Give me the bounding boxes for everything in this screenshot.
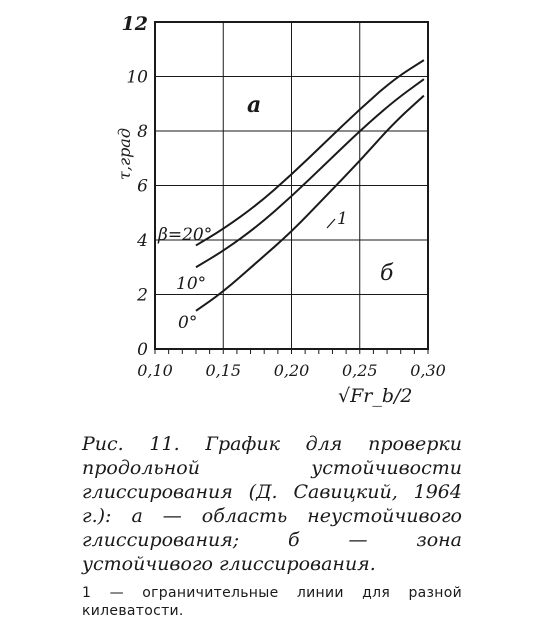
series-label-20: β=20° [158,225,213,245]
series-line-1 [196,79,424,267]
tick-labels [122,13,446,380]
x-axis-label: √Fr_b/2 [338,385,413,407]
y-tick-label: 6 [137,176,148,197]
x-tick-label: 0,15 [205,361,242,380]
y-tick-label: 4 [137,231,148,251]
x-tick-label: 0,20 [273,361,310,380]
figure-caption: Рис. 11. График для проверки продольной устойчивости глиссирования (Д. Савицкий, 1964 г.): а — область неустойчивого глиссирования; б — зона устойчивого глиссирования. [82,433,462,575]
series-line-0 [196,60,424,245]
y-tick-label: 8 [137,122,148,142]
annotation-leader-1 [327,219,335,228]
y-axis-label: τ,град [115,128,134,180]
series-label-10: 10° [176,274,207,294]
x-tick-label: 0,25 [341,361,378,380]
grid [155,22,428,354]
y-tick-label: 0 [137,340,148,360]
region-label-a: а [247,92,262,118]
y-tick-label: 10 [126,67,148,88]
y-tick-label: 2 [137,285,148,306]
region-label-b: б [380,261,394,286]
figure-note: 1 — ограничительные линии для разной килеватости. [82,585,462,619]
x-tick-label: 0,30 [410,361,446,380]
x-tick-label: 0,10 [137,361,173,380]
series-label-0: 0° [178,313,198,333]
y-tick-label: 12 [121,13,148,35]
annotation-1: 1 [337,209,348,229]
